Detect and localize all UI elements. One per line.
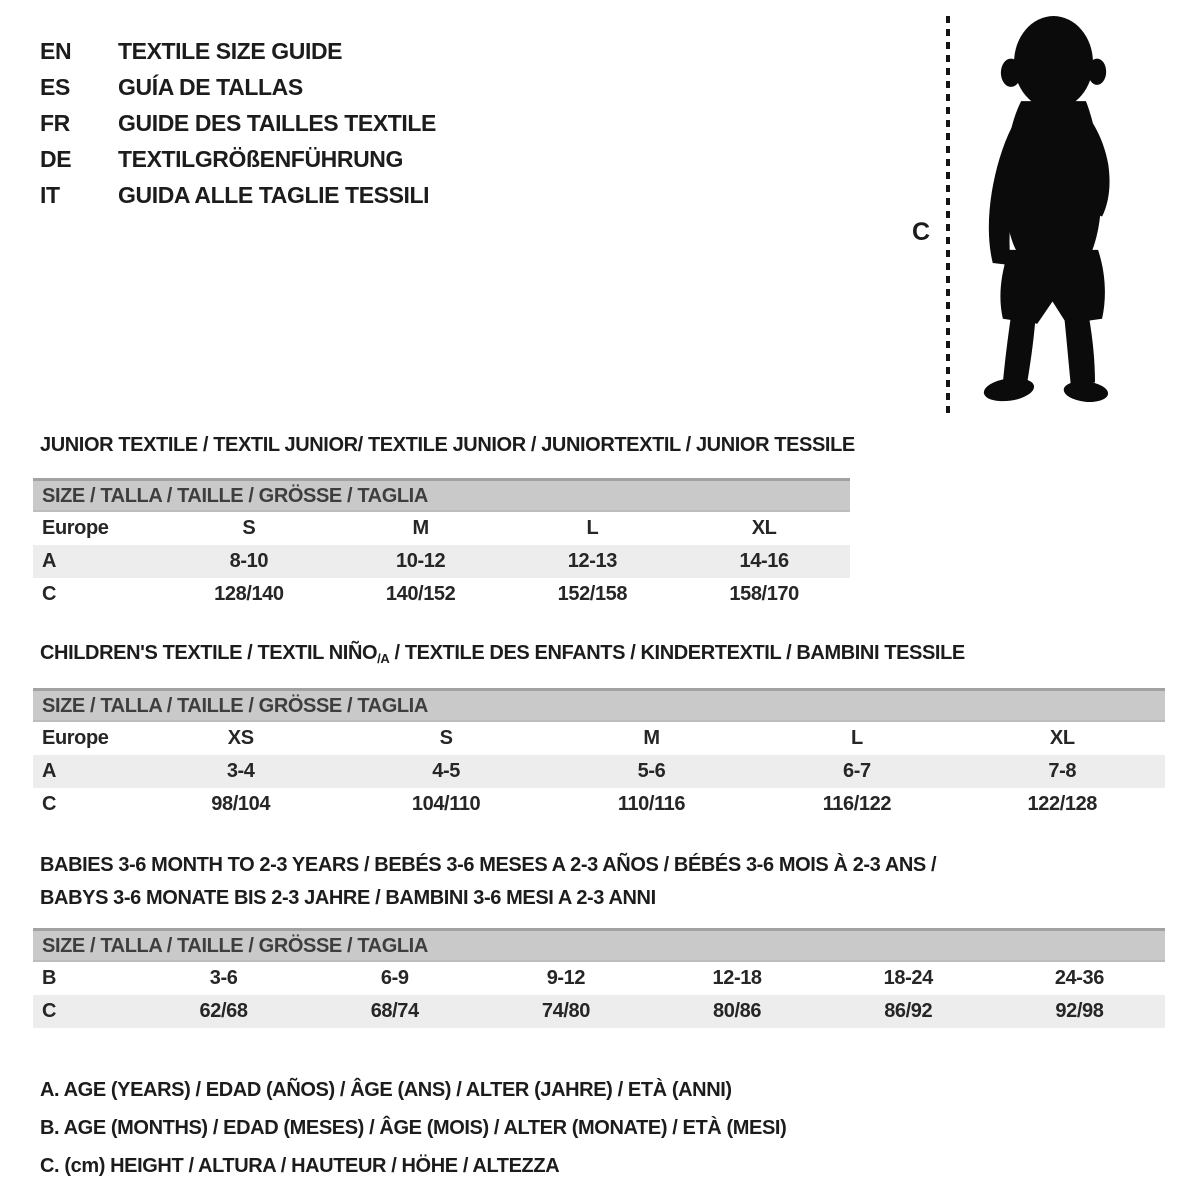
language-row-it [40, 177, 436, 213]
height-cell: 92/98 [1055, 1000, 1104, 1022]
height-cell: 140/152 [385, 583, 456, 605]
size-header-bar: SIZE / TALLA / TAILLE / GRÖSSE / TAGLIA [33, 688, 1165, 722]
language-title-list [40, 33, 436, 213]
children-title-subscript: /A [377, 651, 390, 666]
size-cell: L [850, 727, 863, 749]
row-label: Europe [42, 727, 109, 749]
height-cell: 80/86 [713, 1000, 762, 1022]
height-cell: 110/116 [617, 793, 686, 815]
toddler-silhouette-icon [962, 12, 1144, 422]
height-cell: 74/80 [541, 1000, 590, 1022]
height-cell: 68/74 [370, 1000, 419, 1022]
row-label: C [42, 583, 57, 605]
children-section-title [40, 642, 965, 666]
guide-title-en: TEXTILE SIZE GUIDE [118, 38, 343, 64]
age-cell: 18-24 [883, 967, 933, 989]
table-row-europe [33, 722, 1165, 755]
language-row-fr [40, 105, 436, 141]
size-cell: XL [1049, 727, 1075, 749]
language-code: DE [40, 146, 72, 172]
measurement-legend [40, 1071, 786, 1185]
age-cell: 24-36 [1054, 967, 1104, 989]
row-label: A [42, 550, 57, 572]
height-cell: 98/104 [211, 793, 271, 815]
babies-size-table [33, 928, 1165, 1028]
age-cell: 7-8 [1048, 760, 1077, 782]
height-cell: 128/140 [214, 583, 284, 605]
children-title-prefix: CHILDREN'S TEXTILE / TEXTIL NIÑO [40, 642, 378, 664]
language-code: EN [40, 38, 72, 64]
row-label: B [42, 967, 57, 989]
language-code: FR [40, 110, 70, 136]
size-header-bar: SIZE / TALLA / TAILLE / GRÖSSE / TAGLIA [33, 478, 850, 512]
row-label: Europe [42, 517, 109, 539]
language-row-de [40, 141, 436, 177]
guide-title-fr: GUIDE DES TAILLES TEXTILE [118, 110, 436, 136]
guide-title-de: TEXTILGRÖßENFÜHRUNG [118, 146, 403, 172]
row-label: C [42, 793, 57, 815]
language-code: ES [40, 74, 70, 100]
table-row-age-months [33, 962, 1165, 995]
age-cell: 9-12 [546, 967, 586, 989]
age-cell: 10-12 [396, 550, 446, 572]
table-row-height-cm [33, 788, 1165, 821]
size-cell: XS [227, 727, 254, 749]
babies-section-title [40, 849, 936, 915]
children-title-suffix: / TEXTILE DES ENFANTS / KINDERTEXTIL / BAMBINI TESSILE [389, 642, 965, 664]
age-cell: 5-6 [637, 760, 666, 782]
height-cell: 86/92 [884, 1000, 933, 1022]
age-cell: 6-7 [843, 760, 871, 782]
table-row-europe [33, 512, 850, 545]
age-cell: 14-16 [739, 550, 789, 572]
age-cell: 3-4 [226, 760, 255, 782]
size-cell: M [643, 727, 660, 749]
table-row-height-cm [33, 578, 850, 611]
height-cell: 122/128 [1027, 793, 1098, 815]
size-cell: S [439, 727, 453, 749]
size-cell: L [586, 517, 599, 539]
height-cell: 116/122 [822, 793, 892, 815]
language-code: IT [40, 182, 60, 208]
age-cell: 8-10 [229, 550, 269, 572]
height-measure-label: C [912, 218, 930, 246]
size-header-bar: SIZE / TALLA / TAILLE / GRÖSSE / TAGLIA [33, 928, 1165, 962]
age-cell: 4-5 [432, 760, 460, 782]
height-cell: 152/158 [557, 583, 628, 605]
children-size-table [33, 688, 1165, 821]
height-cell: 62/68 [199, 1000, 248, 1022]
row-label: A [42, 760, 57, 782]
age-cell: 3-6 [209, 967, 238, 989]
height-cell: 158/170 [729, 583, 799, 605]
junior-section-title: JUNIOR TEXTILE / TEXTIL JUNIOR/ TEXTILE JUNIOR / JUNIORTEXTIL / JUNIOR TESSILE [40, 434, 855, 456]
size-cell: M [412, 517, 429, 539]
legend-age-years: A. AGE (YEARS) / EDAD (AÑOS) / ÂGE (ANS) / ALTER (JAHRE) / ETÀ (ANNI) [40, 1079, 732, 1101]
language-row-es [40, 69, 436, 105]
size-cell: S [242, 517, 256, 539]
legend-age-months: B. AGE (MONTHS) / EDAD (MESES) / ÂGE (MOIS) / ALTER (MONATE) / ETÀ (MESI) [40, 1117, 787, 1139]
age-cell: 12-18 [712, 967, 762, 989]
guide-title-it: GUIDA ALLE TAGLIE TESSILI [118, 182, 430, 208]
row-label: C [42, 1000, 57, 1022]
legend-height-cm: C. (cm) HEIGHT / ALTURA / HAUTEUR / HÖHE / ALTEZZA [40, 1155, 560, 1177]
height-cell: 104/110 [411, 793, 481, 815]
babies-title-line2: BABYS 3-6 MONATE BIS 2-3 JAHRE / BAMBINI 3-6 MESI A 2-3 ANNI [40, 887, 656, 909]
age-cell: 12-13 [567, 550, 617, 572]
junior-size-table [33, 478, 850, 611]
language-row-en [40, 33, 436, 69]
table-row-height-cm [33, 995, 1165, 1028]
babies-title-line1: BABIES 3-6 MONTH TO 2-3 YEARS / BEBÉS 3-6 MESES A 2-3 AÑOS / BÉBÉS 3-6 MOIS À 2-3 ANS / [40, 854, 937, 876]
table-row-age-years [33, 755, 1165, 788]
guide-title-es: GUÍA DE TALLAS [118, 74, 303, 100]
age-cell: 6-9 [380, 967, 409, 989]
table-row-age-years [33, 545, 850, 578]
size-cell: XL [751, 517, 777, 539]
height-measure-dashed-line [946, 16, 950, 416]
